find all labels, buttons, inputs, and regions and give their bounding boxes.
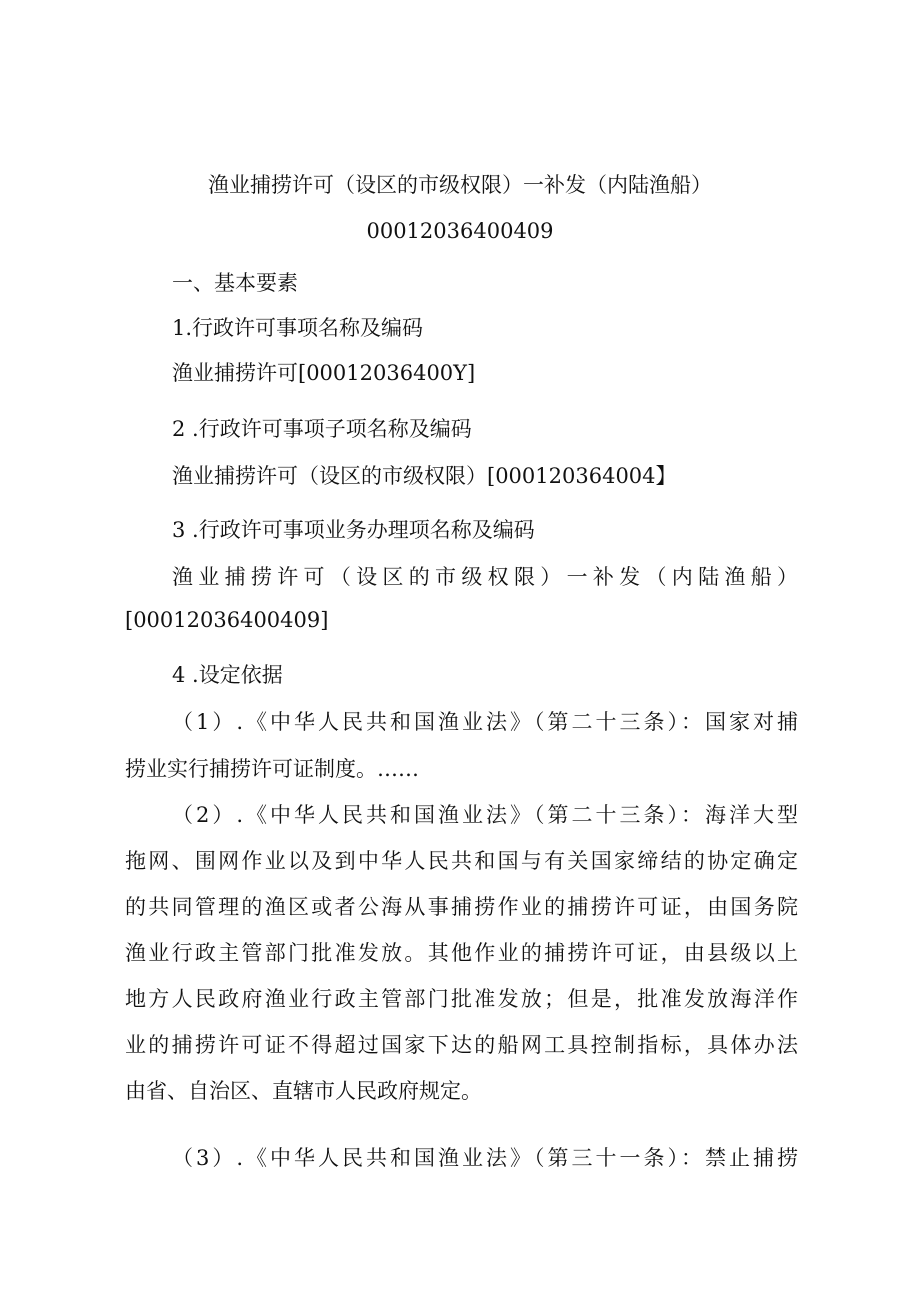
basis2-line2: 拖网、围网作业以及到中华人民共和国与有关国家缔结的协定确定 <box>125 849 798 873</box>
basis1-line1: （1）.《中华人民共和国渔业法》（第二十三条）：国家对捕 <box>172 710 798 734</box>
document-code: 00012036400409 <box>366 219 554 243</box>
basis2-line7: 由省、自治区、直辖市人民政府规定。 <box>125 1079 482 1103</box>
item1-value: 渔业捕捞许可[00012036400Y] <box>172 361 476 385</box>
basis1-line2: 捞业实行捕捞许可证制度。…… <box>125 757 419 781</box>
basis3-line1: （3）.《中华人民共和国渔业法》（第三十一条）：禁止捕捞 <box>172 1146 798 1170</box>
item3-value-line1: 渔业捕捞许可（设区的市级权限）一补发（内陆渔船） <box>172 565 798 589</box>
item2-value: 渔业捕捞许可（设区的市级权限）[000120364004】 <box>172 464 677 488</box>
item1-label: 1.行政许可事项名称及编码 <box>172 316 424 340</box>
basis2-line6: 业的捕捞许可证不得超过国家下达的船网工具控制指标，具体办法 <box>125 1033 798 1057</box>
section-heading-basic-elements: 一、基本要素 <box>172 271 298 295</box>
basis2-line4: 渔业行政主管部门批准发放。其他作业的捕捞许可证，由县级以上 <box>125 941 798 965</box>
basis2-line3: 的共同管理的渔区或者公海从事捕捞作业的捕捞许可证，由国务院 <box>125 895 798 919</box>
item3-label: 3 .行政许可事项业务办理项名称及编码 <box>172 518 535 542</box>
item2-label: 2 .行政许可事项子项名称及编码 <box>172 417 472 441</box>
item3-value-line2: [00012036400409] <box>125 608 329 632</box>
basis2-line1: （2）.《中华人民共和国渔业法》（第二十三条）：海洋大型 <box>172 803 798 827</box>
document-title: 渔业捕捞许可（设区的市级权限）一补发（内陆渔船） <box>208 173 712 197</box>
basis2-line5: 地方人民政府渔业行政主管部门批准发放；但是，批准发放海洋作 <box>125 987 798 1011</box>
item4-label: 4 .设定依据 <box>172 663 283 687</box>
